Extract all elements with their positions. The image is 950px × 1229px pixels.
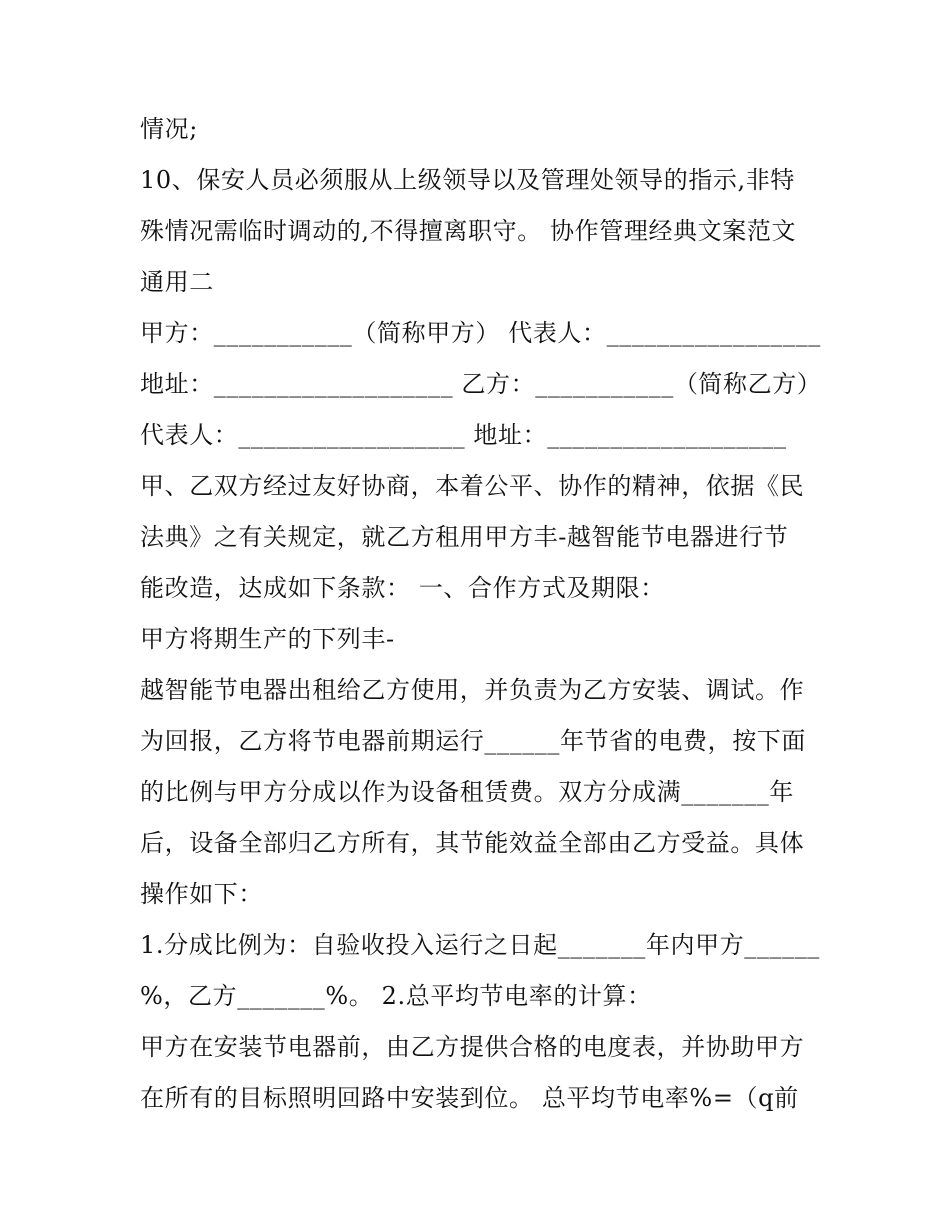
text-line: 在所有的目标照明回路中安装到位。 总平均节电率%=（q前 (140, 1084, 799, 1112)
text-line: 殊情况需临时调动的,不得擅离职守。 协作管理经典文案范文 (140, 217, 797, 245)
text-line: 越智能节电器出租给乙方使用，并负责为乙方安装、调试。作 (140, 676, 805, 704)
text-line: 地址：___________________ 乙方：___________（简称乙方） (140, 370, 822, 398)
text-line: 法典》之有关规定，就乙方租用甲方丰-越智能节电器进行节 (140, 523, 789, 551)
text-line: 甲、乙双方经过友好协商，本着公平、协作的精神，依据《民 (140, 472, 805, 500)
text-line: 的比例与甲方分成以作为设备租赁费。双方分成满_______年 (140, 778, 794, 806)
text-line: 为回报，乙方将节电器前期运行______年节省的电费，按下面 (140, 727, 806, 755)
text-line: 能改造，达成如下条款： 一、合作方式及期限： (140, 574, 665, 602)
text-line: 后，设备全部归乙方所有，其节能效益全部由乙方受益。具体 (140, 829, 805, 857)
text-line: 甲方将期生产的下列丰- (140, 625, 395, 653)
text-line: %，乙方_______%。 2.总平均节电率的计算： (140, 982, 652, 1010)
text-line: 甲方在安装节电器前，由乙方提供合格的电度表，并协助甲方 (140, 1033, 805, 1061)
text-line: 10、保安人员必须服从上级领导以及管理处领导的指示,非特 (140, 166, 795, 194)
text-line: 情况; (140, 115, 198, 143)
text-line: 操作如下： (140, 880, 263, 908)
text-line: 1.分成比例为：自验收投入运行之日起_______年内甲方______ (140, 931, 820, 959)
text-line: 通用二 (140, 268, 214, 296)
text-line: 甲方：___________（简称甲方） 代表人：_________________ (140, 319, 821, 347)
text-line: 代表人：__________________ 地址：___________________ (140, 421, 787, 449)
